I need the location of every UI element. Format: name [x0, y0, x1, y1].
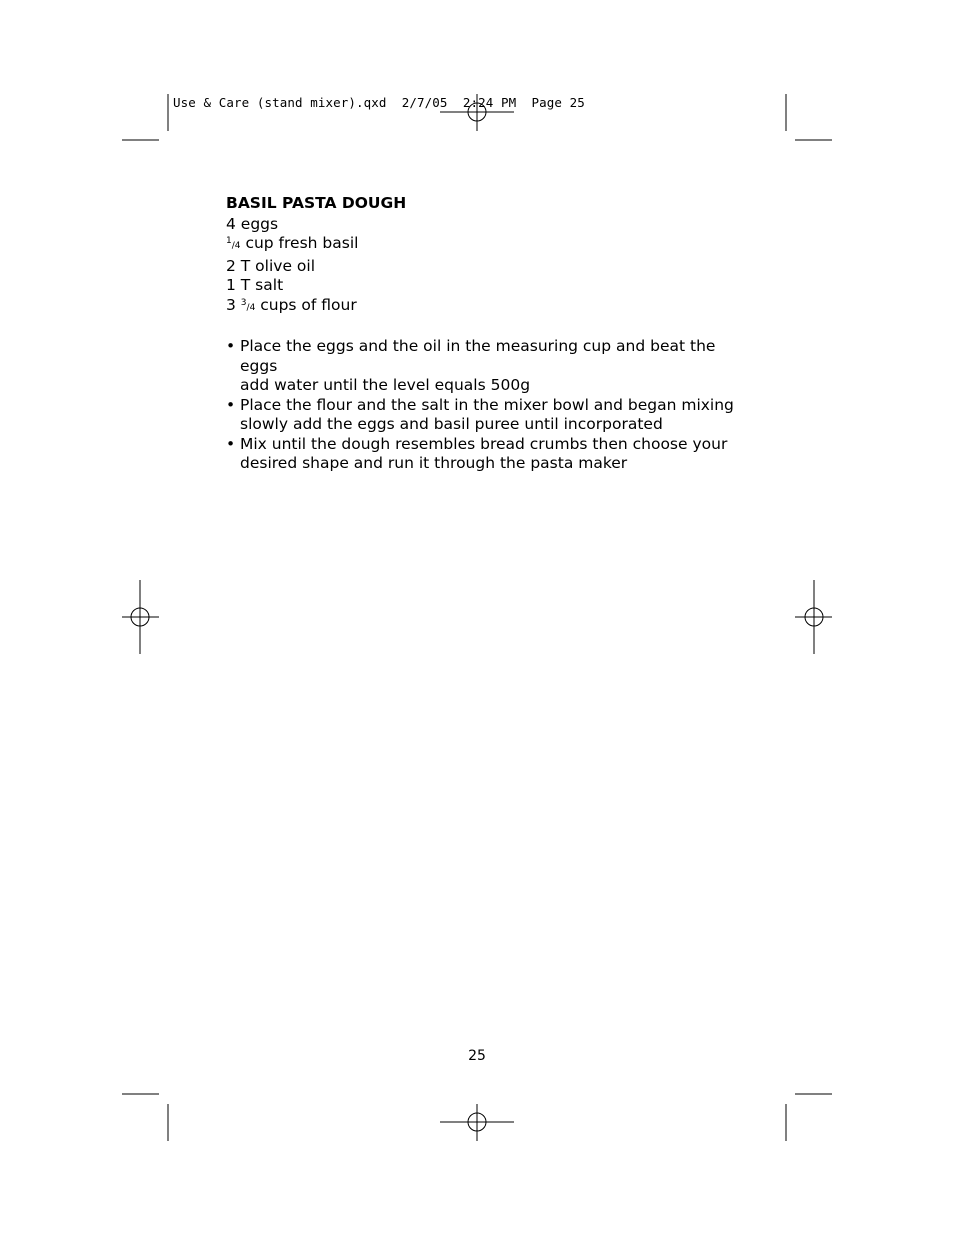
instruction-step [226, 435, 746, 474]
instruction-step [226, 337, 746, 396]
instruction-line: add water until the level equals 500g [240, 376, 531, 394]
ingredient-basil-text: cup fresh basil [240, 234, 359, 252]
ingredient-flour: 3 $^3$/4 cups of flour [226, 295, 357, 314]
ingredient-salt: 1 T salt [226, 276, 284, 294]
slug-page-label: Page 25 [531, 95, 585, 110]
registration-mark-right [795, 580, 832, 654]
ingredient-olive-oil: 2 T olive oil [226, 256, 316, 275]
slug-date: 2/7/05 [401, 95, 448, 110]
bullet: • [226, 395, 236, 414]
fraction-denominator: 4 [234, 241, 241, 251]
instruction-step [226, 396, 746, 435]
file-slug-line [173, 95, 585, 110]
fraction-denominator: 4 [249, 302, 256, 313]
ingredient-flour-text: cups of flour [255, 295, 357, 314]
ingredient-basil: $^1$/4 cup fresh basil [226, 234, 359, 252]
page-number: 25 [468, 1048, 486, 1064]
ingredient-list [226, 215, 746, 319]
recipe-title: BASIL PASTA DOUGH [226, 194, 407, 212]
recipe [226, 194, 746, 474]
fraction-numerator: 1 [226, 236, 232, 246]
instruction-list [226, 337, 746, 474]
registration-mark-left [122, 580, 159, 654]
registration-mark-bottom [440, 1104, 514, 1141]
slug-filename: Use & Care (stand mixer).qxd [173, 95, 387, 110]
instruction-line: desired shape and run it through the pasta maker [240, 454, 628, 472]
bullet: • [226, 434, 236, 453]
slug-time: 2:24 PM [462, 95, 517, 110]
instruction-line: Mix until the dough resembles bread crumbs then choose your [240, 434, 728, 453]
bullet: • [226, 337, 236, 355]
instruction-line: Place the eggs and the oil in the measuring cup and beat the eggs [240, 337, 716, 375]
fraction-numerator: 3 [240, 297, 247, 308]
fraction-whole: 3 [226, 295, 241, 314]
instruction-line: slowly add the eggs and basil puree until incorporated [240, 415, 663, 433]
instruction-line: Place the flour and the salt in the mixer bowl and began mixing [240, 395, 734, 414]
ingredient-eggs: 4 eggs [226, 214, 279, 233]
